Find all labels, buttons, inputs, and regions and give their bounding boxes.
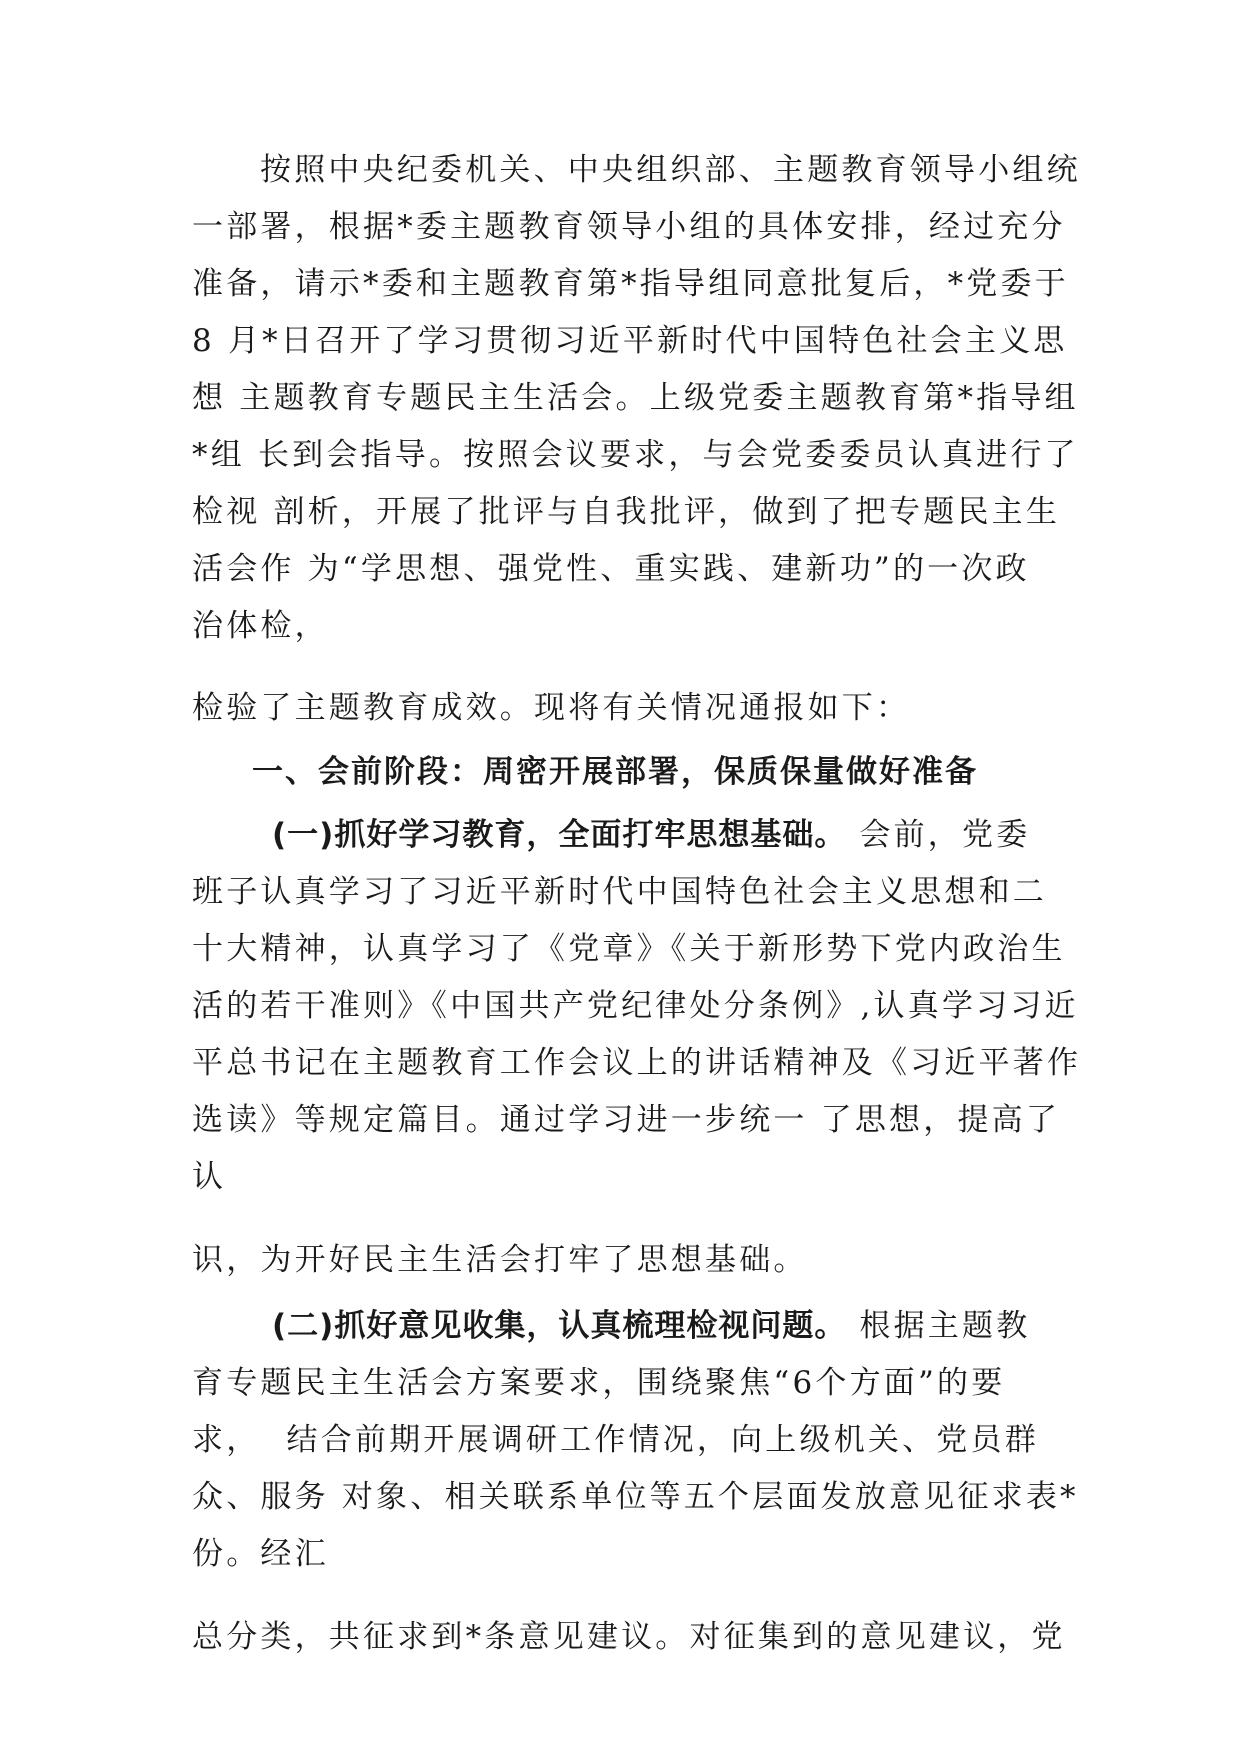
- paragraph-line: 想 主题教育专题民主生活会。上级党委主题教育第*指导组: [192, 380, 1079, 416]
- paragraph-line: 十大精神，认真学习了《党章》《关于新形势下党内政治生: [192, 931, 1066, 967]
- paragraph-line: 活会作 为“学思想、强党性、重实践、建新功”的一次政: [192, 551, 1030, 587]
- subsection-first-line: [272, 815, 1030, 855]
- paragraph-continuation: 识，为开好民主生活会打牢了思想基础。: [192, 1242, 808, 1278]
- paragraph-line: 众、服务 对象、相关联系单位等五个层面发放意见征求表*: [192, 1479, 1079, 1515]
- paragraph-line: 治体检，: [192, 608, 329, 644]
- paragraph-line: 育专题民主生活会方案要求，围绕聚焦“6个方面”的要: [192, 1365, 1006, 1401]
- paragraph-line: 班子认真学习了习近平新时代中国特色社会主义思想和二: [192, 874, 1047, 910]
- subsection-title: (一)抓好学习教育，全面打牢思想基础。: [272, 817, 847, 853]
- paragraph-line: 检视 剖析，开展了批评与自我批评，做到了把专题民主生: [192, 494, 1061, 530]
- paragraph-line: 求， 结合前期开展调研工作情况，向上级机关、党员群: [192, 1422, 1039, 1458]
- paragraph-line: 一部署，根据*委主题教育领导小组的具体安排，经过充分: [192, 209, 1066, 245]
- subsection-title: (二)抓好意见收集，认真梳理检视问题。: [272, 1308, 847, 1344]
- paragraph-line: 8 月*日召开了学习贯彻习近平新时代中国特色社会主义思: [192, 323, 1068, 359]
- paragraph-line: *组 长到会指导。按照会议要求，与会党委委员认真进行了: [192, 437, 1079, 473]
- subsection-text: 会前，党委: [846, 817, 1031, 853]
- paragraph-line: 平总书记在主题教育工作会议上的讲话精神及《习近平著作: [192, 1045, 1082, 1081]
- paragraph-continuation: 总分类，共征求到*条意见建议。对征集到的意见建议，党: [192, 1619, 1066, 1655]
- paragraph-line: 份。经汇: [192, 1536, 329, 1572]
- paragraph-continuation: 检验了主题教育成效。现将有关情况通报如下：: [192, 690, 911, 726]
- paragraph-line: 选读》等规定篇目。通过学习进一步统一 了思想，提高了: [192, 1102, 1061, 1138]
- paragraph-line: 认: [192, 1159, 227, 1195]
- subsection-text: 根据主题教: [846, 1308, 1031, 1344]
- paragraph-line: 活的若干准则》《中国共产党纪律处分条例》,认真学习习近: [192, 988, 1079, 1024]
- section-heading: 一、会前阶段：周密开展部署，保质保量做好准备: [252, 754, 978, 790]
- subsection-first-line: [272, 1306, 1030, 1346]
- paragraph-line: 准备，请示*委和主题教育第*指导组同意批复后，*党委于: [192, 266, 1069, 302]
- paragraph-line: 按照中央纪委机关、中央组织部、主题教育领导小组统: [260, 152, 1081, 188]
